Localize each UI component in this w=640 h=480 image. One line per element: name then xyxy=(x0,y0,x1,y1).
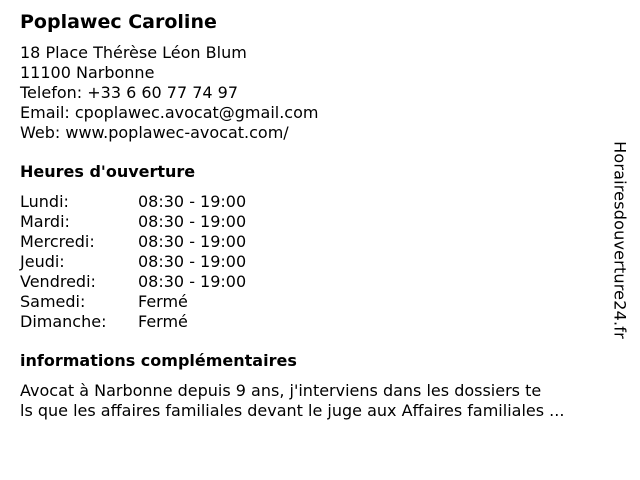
info-heading: informations complémentaires xyxy=(20,351,297,370)
hours-row xyxy=(20,292,610,312)
business-card xyxy=(20,9,610,421)
hours-day: Mercredi: xyxy=(20,232,95,251)
web-line: Web: www.poplawec-avocat.com/ xyxy=(20,123,289,142)
info-text-line-2: ls que les affaires familiales devant le juge aux Affaires familiales ... xyxy=(20,401,565,420)
hours-time: 08:30 - 19:00 xyxy=(138,192,247,211)
hours-table xyxy=(20,192,610,332)
hours-time: 08:30 - 19:00 xyxy=(138,232,247,251)
hours-day: Mardi: xyxy=(20,212,70,231)
hours-row xyxy=(20,192,610,212)
hours-day: Vendredi: xyxy=(20,272,96,291)
hours-time: 08:30 - 19:00 xyxy=(138,272,247,291)
hours-row xyxy=(20,232,610,252)
hours-row xyxy=(20,272,610,292)
info-text-line-1: Avocat à Narbonne depuis 9 ans, j'interviens dans les dossiers te xyxy=(20,381,542,400)
hours-row xyxy=(20,212,610,232)
hours-time: 08:30 - 19:00 xyxy=(138,252,247,271)
brand-watermark: Horairesdouverture24.fr xyxy=(610,141,630,339)
address-street: 18 Place Thérèse Léon Blum xyxy=(20,43,247,62)
hours-time: 08:30 - 19:00 xyxy=(138,212,247,231)
hours-time: Fermé xyxy=(138,312,188,331)
hours-day: Samedi: xyxy=(20,292,86,311)
hours-row xyxy=(20,252,610,272)
hours-row xyxy=(20,312,610,332)
hours-heading: Heures d'ouverture xyxy=(20,162,196,181)
business-name: Poplawec Caroline xyxy=(20,11,217,33)
email-line: Email: cpoplawec.avocat@gmail.com xyxy=(20,103,319,122)
hours-day: Dimanche: xyxy=(20,312,107,331)
hours-day: Jeudi: xyxy=(20,252,65,271)
address-city: 11100 Narbonne xyxy=(20,63,155,82)
phone-line: Telefon: +33 6 60 77 74 97 xyxy=(20,83,239,102)
hours-day: Lundi: xyxy=(20,192,69,211)
hours-time: Fermé xyxy=(138,292,188,311)
